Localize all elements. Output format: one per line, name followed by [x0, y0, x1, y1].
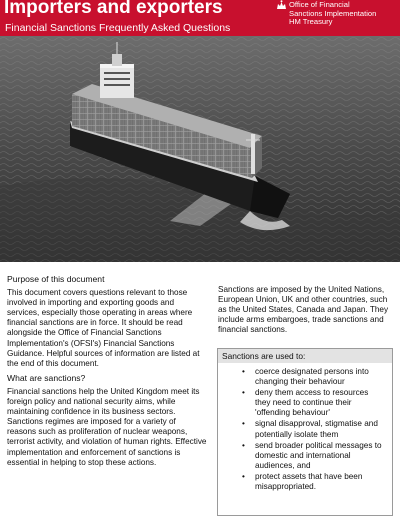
sanctions-uses-box — [217, 348, 393, 516]
container-ship-icon — [0, 36, 400, 262]
purpose-heading: Purpose of this document — [7, 274, 105, 284]
page-title: Importers and exporters — [4, 0, 223, 18]
sanctions-heading: What are sanctions? — [7, 372, 86, 383]
organisation-name — [289, 1, 399, 27]
sanctions-uses-list — [218, 367, 392, 493]
page-subtitle: Financial Sanctions Frequently Asked Questions — [5, 22, 231, 34]
list-item: • deny them access to resources they need to continue their 'offending behaviour' — [218, 388, 392, 418]
box-heading: Sanctions are used to: — [218, 349, 392, 363]
purpose-paragraph: This document covers questions relevant to those involved in importing and exporting goods and services, especially those operating in areas where financial sanctions are in force. It should be read alongside the Office of Financial Sanctions Implementation's (OFSI's) Financial Sanctions Guidance. Helpful sources of information are listed at the end of this document. — [7, 288, 200, 368]
container-ship-photo — [0, 36, 400, 262]
org-line: HM Treasury — [289, 17, 333, 27]
royal-crest-icon — [276, 0, 287, 10]
sanctions-paragraph: Financial sanctions help the United Kingdom meet its foreign policy and national security aims, while maintaining confidence in its business sectors. Sanctions regimes are imposed for a variety of reasons such as proliferation of nuclear weapons, terrorist activity, and violation of human rights. Effective implementation and enforcement of sanctions is essential in helping to stop these actions. — [7, 386, 207, 467]
org-line: Office of Financial — [289, 0, 350, 9]
list-item: • send broader political messages to domestic and international audiences, and — [218, 441, 392, 471]
header-banner — [0, 0, 400, 36]
list-item: • protect assets that have been misappropriated. — [218, 472, 392, 492]
right-column — [218, 285, 394, 335]
list-item: • coerce designated persons into changing their behaviour — [218, 367, 392, 387]
list-item: • signal disapproval, stigmatise and potentially isolate them — [218, 419, 392, 439]
org-line: Sanctions Implementation — [289, 8, 377, 18]
intro-paragraph: Sanctions are imposed by the United Nations, European Union, UK and other countries, such as the United States, Canada and Japan. They include arms embargoes, trade sanctions and financial sanctions. — [218, 285, 389, 335]
left-column — [7, 274, 207, 472]
